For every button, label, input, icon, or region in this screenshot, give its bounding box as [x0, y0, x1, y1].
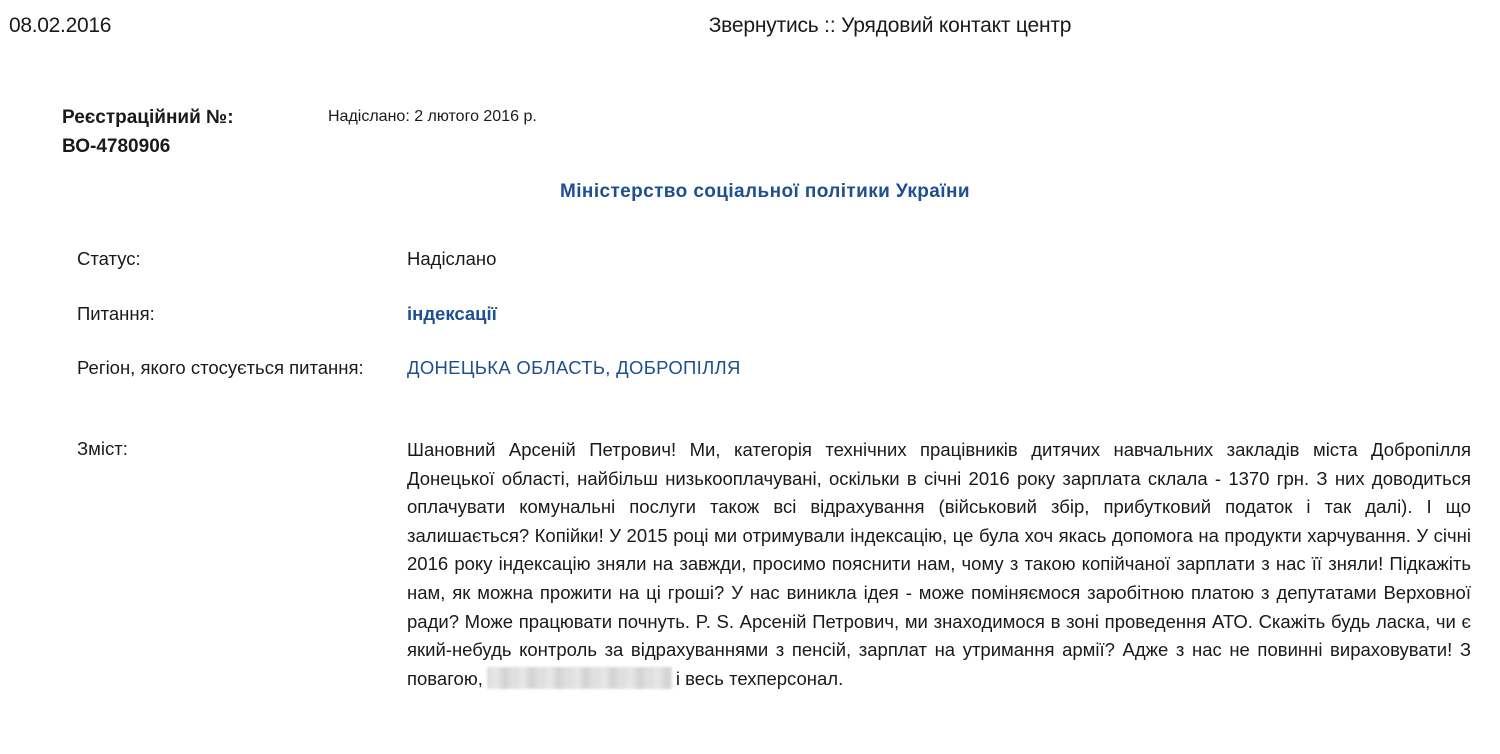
- ministry-title: Міністерство соціальної політики України: [560, 181, 970, 202]
- registration-number: ВО-4780906: [62, 136, 171, 157]
- registration-label: Реєстраційний №:: [62, 107, 234, 128]
- registration-block: [62, 103, 234, 161]
- content-text-main: Шановний Арсеній Петрович! Ми, категорія технічних працівників дитячих навчальних закладів міста Добропілля Донецької області, найбільш низькооплачувані, оскільки в січні 2016 року зарплата склала - 1370 грн. З них доводиться оплачувати комунальні послуги також всі відрахування (військовий збір, прибутковий податок і так далі). І що залишається? Копійки! У 2015 році ми отримували індексацію, це була хоч якась допомога на продукти харчування. У січні 2016 року індексацію зняли на завжди, просимо пояснити нам, чому з такою копійчаної зарплати з нас її зняли! Підкажіть нам, як можна прожити на ці гроші? У нас виникла ідея - може поміняємося заробітною платою з депутатами Верховної ради? Може працювати почнуть. P. S. Арсеній Петрович, ми знаходимося в зоні проведення АТО. Скажіть будь ласка, чи є який-небудь контроль за відрахуваннями з пенсій, зарплат на утримання армії? Адже з нас не повинні вираховувати! З повагою,: [407, 439, 1471, 689]
- content-text-end: і весь техперсонал.: [675, 667, 844, 689]
- topic-link[interactable]: індексації: [407, 303, 497, 324]
- region-label: Регіон, якого стосується питання:: [77, 357, 364, 378]
- redacted-name: [487, 667, 672, 689]
- print-date: 08.02.2016: [9, 14, 112, 37]
- region-link[interactable]: ДОНЕЦЬКА ОБЛАСТЬ, ДОБРОПІЛЛЯ: [407, 357, 741, 378]
- topic-label: Питання:: [77, 303, 155, 324]
- content-label: Зміст:: [77, 438, 128, 459]
- sent-date: Надіслано: 2 лютого 2016 р.: [328, 108, 537, 125]
- content-text: [407, 436, 1471, 693]
- print-page-title: Звернутись :: Урядовий контакт центр: [708, 14, 1072, 37]
- status-value: Надіслано: [407, 248, 497, 269]
- status-label: Статус:: [77, 248, 141, 269]
